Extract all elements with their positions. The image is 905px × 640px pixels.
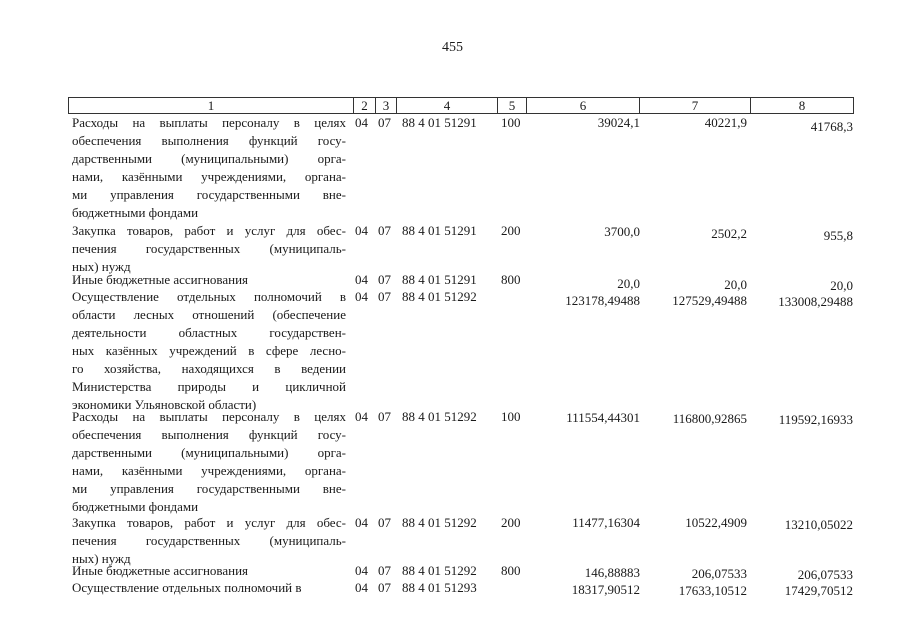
row-description — [72, 579, 346, 597]
target-article-code: 88 4 01 51292 — [402, 563, 477, 578]
expense-type-code: 800 — [501, 272, 521, 287]
amount-col7: 20,0 — [724, 277, 747, 292]
section-code: 04 — [355, 115, 368, 130]
header-cell-8: 8 — [750, 97, 854, 114]
amount-col6: 3700,0 — [604, 224, 640, 239]
amount-col6: 111554,44301 — [566, 410, 640, 425]
description-line: Осуществление отдельных полномочий в — [72, 580, 302, 595]
description-line: нами, казёнными учреждениями, органа- — [72, 463, 346, 478]
description-line: дарственными (муниципальными) орга- — [72, 445, 346, 460]
description-line: области лесных отношений (обеспечение — [72, 307, 346, 322]
subsection-code: 07 — [378, 272, 391, 287]
section-code: 04 — [355, 515, 368, 530]
description-line: Расходы на выплаты персоналу в целях — [72, 409, 346, 424]
description-line: бюджетными фондами — [72, 499, 199, 514]
subsection-code: 07 — [378, 223, 391, 238]
amount-col7: 127529,49488 — [672, 293, 747, 308]
description-line: печения государственных (муниципаль- — [72, 533, 346, 548]
description-line: ных казённых учреждений в сфере лесно- — [72, 343, 346, 358]
expense-type-code: 200 — [501, 223, 521, 238]
description-line: го хозяйства, находящихся в ведении — [72, 361, 346, 376]
amount-col7: 40221,9 — [704, 115, 747, 130]
amount-col8: 133008,29488 — [778, 294, 853, 309]
amount-col8: 41768,3 — [810, 119, 853, 134]
section-code: 04 — [355, 289, 368, 304]
target-article-code: 88 4 01 51292 — [402, 409, 477, 424]
row-description — [72, 514, 346, 568]
row-description — [72, 562, 346, 580]
amount-col6: 146,88883 — [584, 565, 640, 580]
subsection-code: 07 — [378, 289, 391, 304]
amount-col8: 13210,05022 — [784, 517, 853, 532]
description-line: Расходы на выплаты персоналу в целях — [72, 115, 346, 130]
subsection-code: 07 — [378, 515, 391, 530]
section-code: 04 — [355, 409, 368, 424]
amount-col6: 11477,16304 — [572, 515, 640, 530]
amount-col8: 17429,70512 — [784, 583, 853, 598]
amount-col7: 10522,4909 — [685, 515, 747, 530]
header-cell-3: 3 — [375, 97, 397, 114]
description-line: Осуществление отдельных полномочий в — [72, 289, 346, 304]
section-code: 04 — [355, 563, 368, 578]
description-line: ных) нужд — [72, 259, 131, 274]
expense-type-code: 800 — [501, 563, 521, 578]
section-code: 04 — [355, 223, 368, 238]
description-line: деятельности областных государствен- — [72, 325, 346, 340]
row-description — [72, 114, 346, 222]
amount-col6: 20,0 — [617, 276, 640, 291]
expense-type-code: 100 — [501, 115, 521, 130]
amount-col7: 206,07533 — [691, 566, 747, 581]
header-cell-2: 2 — [353, 97, 376, 114]
header-cell-1: 1 — [68, 97, 354, 114]
amount-col8: 206,07533 — [797, 567, 853, 582]
description-line: ми управления государственными вне- — [72, 187, 346, 202]
description-line: печения государственных (муниципаль- — [72, 241, 346, 256]
amount-col7: 2502,2 — [711, 226, 747, 241]
subsection-code: 07 — [378, 409, 391, 424]
header-cell-6: 6 — [526, 97, 640, 114]
row-description — [72, 222, 346, 276]
amount-col8: 20,0 — [830, 278, 853, 293]
expense-type-code: 100 — [501, 409, 521, 424]
description-line: Закупка товаров, работ и услуг для обес- — [72, 515, 346, 530]
description-line: нами, казёнными учреждениями, органа- — [72, 169, 346, 184]
amount-col8: 119592,16933 — [778, 412, 853, 427]
row-description — [72, 288, 346, 414]
description-line: Иные бюджетные ассигнования — [72, 272, 249, 287]
description-line: обеспечения выполнения функций госу- — [72, 427, 346, 442]
section-code: 04 — [355, 580, 368, 595]
amount-col6: 18317,90512 — [571, 582, 640, 597]
description-line: ми управления государственными вне- — [72, 481, 346, 496]
amount-col7: 17633,10512 — [678, 583, 747, 598]
description-line: дарственными (муниципальными) орга- — [72, 151, 346, 166]
amount-col8: 955,8 — [823, 228, 853, 243]
target-article-code: 88 4 01 51291 — [402, 272, 477, 287]
subsection-code: 07 — [378, 115, 391, 130]
row-description — [72, 408, 346, 516]
subsection-code: 07 — [378, 563, 391, 578]
amount-col6: 123178,49488 — [565, 293, 640, 308]
header-cell-4: 4 — [396, 97, 498, 114]
target-article-code: 88 4 01 51291 — [402, 223, 477, 238]
description-line: бюджетными фондами — [72, 205, 199, 220]
description-line: Закупка товаров, работ и услуг для обес- — [72, 223, 346, 238]
target-article-code: 88 4 01 51292 — [402, 289, 477, 304]
description-line: ных) нужд — [72, 551, 131, 566]
header-cell-7: 7 — [639, 97, 751, 114]
description-line: Иные бюджетные ассигнования — [72, 563, 249, 578]
description-line: Министерства природы и цикличной — [72, 379, 346, 394]
target-article-code: 88 4 01 51291 — [402, 115, 477, 130]
description-line: обеспечения выполнения функций госу- — [72, 133, 346, 148]
target-article-code: 88 4 01 51292 — [402, 515, 477, 530]
expense-type-code: 200 — [501, 515, 521, 530]
amount-col6: 39024,1 — [597, 115, 640, 130]
target-article-code: 88 4 01 51293 — [402, 580, 477, 595]
subsection-code: 07 — [378, 580, 391, 595]
row-description — [72, 271, 346, 289]
section-code: 04 — [355, 272, 368, 287]
header-cell-5: 5 — [497, 97, 527, 114]
description-line: экономики Ульяновской области) — [72, 397, 257, 412]
amount-col7: 116800,92865 — [672, 411, 747, 426]
page-number: 455 — [442, 40, 463, 55]
